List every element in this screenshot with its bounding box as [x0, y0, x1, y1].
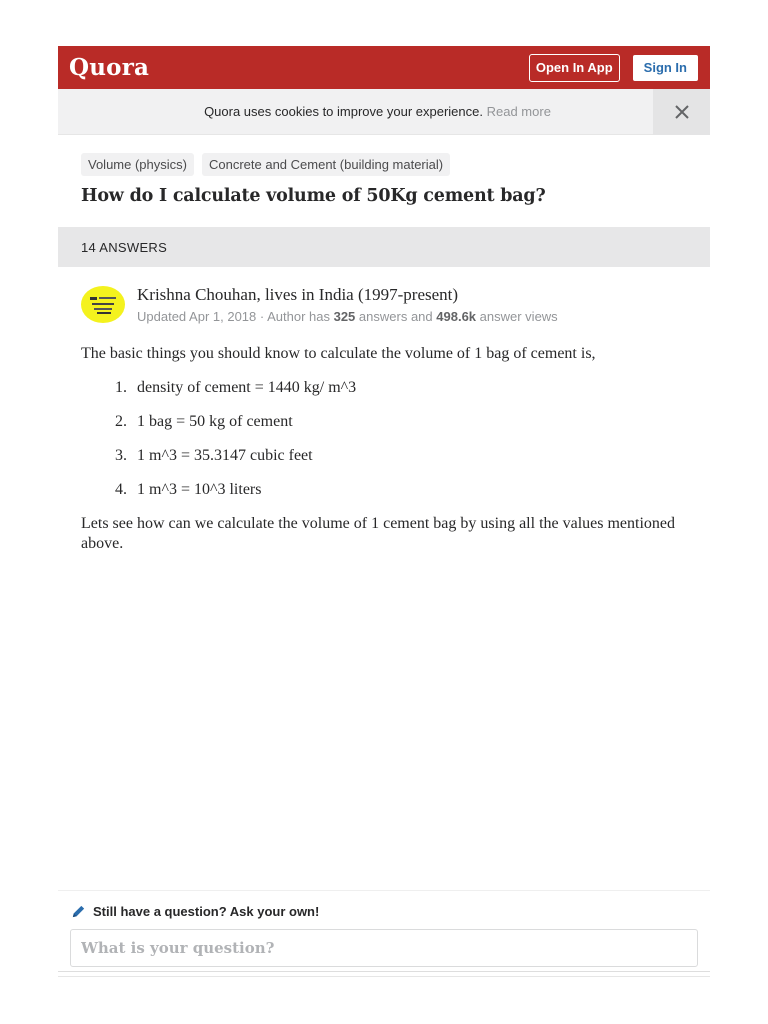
ask-heading-text: Still have a question? Ask your own!: [93, 904, 320, 919]
cookie-text: Quora uses cookies to improve your experience.: [204, 104, 483, 119]
meta-suffix: answer views: [479, 309, 558, 324]
ask-heading: [70, 903, 698, 920]
list-number: 1.: [115, 379, 127, 396]
list-text: 1 bag = 50 kg of cement: [137, 413, 293, 430]
answer-list: [115, 378, 686, 500]
ask-question-box: [58, 890, 710, 972]
answers-count: 14 ANSWERS: [81, 239, 168, 255]
list-number: 3.: [115, 447, 127, 464]
avatar-logo-icon: [88, 294, 118, 316]
list-number: 4.: [115, 481, 127, 498]
list-item: [115, 378, 686, 398]
author-answers-count: 325: [333, 309, 356, 324]
list-text: 1 m^3 = 35.3147 cubic feet: [137, 447, 313, 464]
topic-tag-volume[interactable]: Volume (physics): [81, 153, 194, 176]
author-row: [81, 285, 686, 324]
read-more-link[interactable]: Read more: [486, 104, 551, 119]
question-input[interactable]: [70, 929, 698, 967]
list-text: density of cement = 1440 kg/ m^3: [137, 379, 357, 396]
list-item: [115, 446, 686, 466]
list-item: [115, 480, 686, 500]
cookie-message: [58, 104, 653, 119]
list-item: [115, 412, 686, 432]
pencil-icon: [70, 903, 87, 920]
answer-item: [58, 267, 710, 554]
open-in-app-button[interactable]: Open In App: [529, 54, 620, 82]
meta-mid: answers and: [358, 309, 433, 324]
question-title: How do I calculate volume of 50Kg cement bag?: [81, 186, 546, 206]
author-meta: [137, 309, 558, 324]
answer-body: [81, 344, 686, 554]
answer-intro: The basic things you should know to calculate the volume of 1 bag of cement is,: [81, 345, 596, 362]
sign-in-button[interactable]: Sign In: [633, 55, 698, 81]
topic-tag-concrete[interactable]: Concrete and Cement (building material): [202, 153, 450, 176]
quora-logo[interactable]: Quora: [69, 54, 150, 81]
list-text: 1 m^3 = 10^3 liters: [137, 481, 262, 498]
divider: [58, 976, 710, 977]
answer-outro: Lets see how can we calculate the volume of 1 cement bag by using all the values mentioned above.: [81, 515, 676, 552]
header-bar: [58, 46, 710, 89]
page-frame: [58, 46, 710, 568]
header-actions: [529, 54, 698, 82]
meta-prefix: Updated Apr 1, 2018 · Author has: [137, 309, 330, 324]
avatar[interactable]: [81, 286, 125, 323]
topic-tags: [58, 135, 710, 176]
author-views-count: 498.6k: [436, 309, 477, 324]
answers-count-bar: [58, 227, 710, 267]
close-icon[interactable]: [653, 89, 710, 135]
list-number: 2.: [115, 413, 127, 430]
cookie-banner: [58, 89, 710, 135]
author-name[interactable]: Krishna Chouhan, lives in India (1997-present): [137, 285, 459, 304]
author-info: [137, 285, 558, 324]
